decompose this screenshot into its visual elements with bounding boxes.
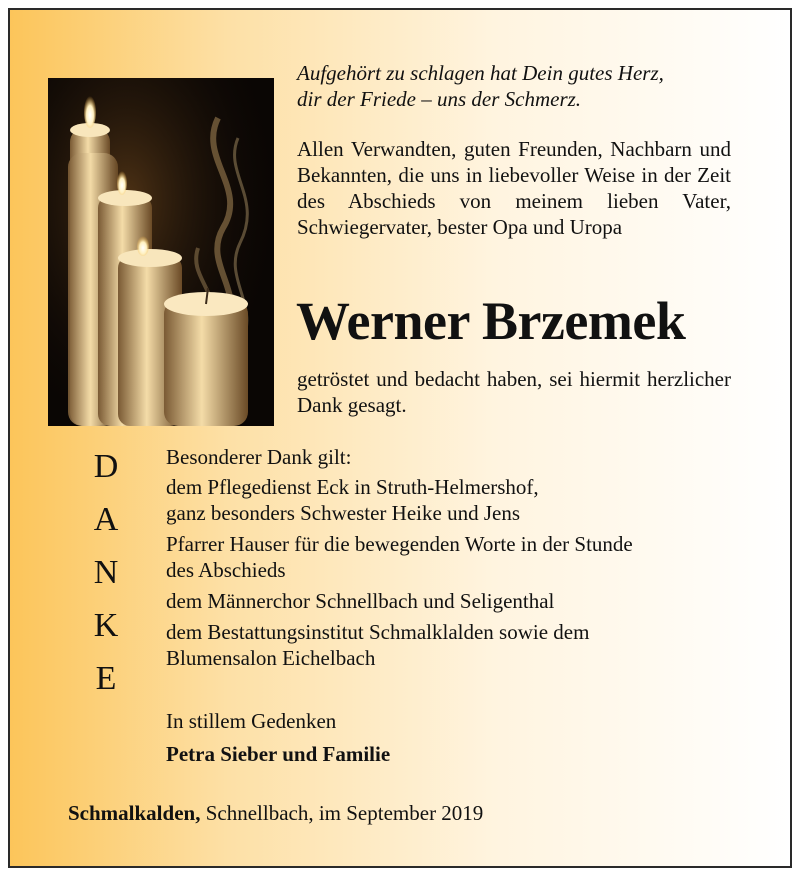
thanks-paragraph: Allen Verwandten, guten Freunden, Nachbarn und Bekannten, die uns in liebevoller Weise in der Zeit des Abschieds von meinem lieben Vater, Schwiegervater, bester Opa und Uropa	[297, 137, 731, 239]
special-thanks-intro: Besonderer Dank gilt:	[166, 445, 352, 469]
remembrance-label: In stillem Gedenken	[166, 709, 337, 733]
danke-letter: E	[95, 660, 117, 697]
thanks-item-line: dem Männerchor Schnellbach und Seligenthal	[166, 589, 555, 613]
footer-place-date: Schnellbach, im September 2019	[200, 801, 484, 825]
danke-letter: A	[93, 501, 119, 538]
thanks-item-line: des Abschieds	[166, 558, 286, 582]
danke-letter: N	[93, 554, 119, 591]
memorial-quote	[297, 60, 737, 112]
danke-letter: D	[93, 448, 119, 485]
thanks-item-line: Pfarrer Hauser für die bewegenden Worte in der Stunde	[166, 532, 633, 556]
remembrance	[166, 708, 666, 767]
thanks-item	[166, 531, 756, 583]
thanks-item-line: ganz besonders Schwester Heike und Jens	[166, 501, 520, 525]
danke-vertical-word	[82, 440, 130, 705]
special-thanks	[166, 444, 756, 676]
thanks-item-line: Blumensalon Eichelbach	[166, 646, 376, 670]
footer-city: Schmalkalden,	[68, 801, 201, 825]
thanks-item-line: dem Bestattungsinstitut Schmalklalden sowie dem	[166, 620, 590, 644]
danke-letter: K	[93, 607, 119, 644]
thanks-item-line: dem Pflegedienst Eck in Struth-Helmershof,	[166, 475, 539, 499]
quote-line: dir der Friede – uns der Schmerz.	[297, 87, 582, 111]
deceased-name: Werner Brzemek	[296, 291, 686, 351]
place-date-line	[68, 800, 718, 826]
thanks-item	[166, 619, 756, 671]
candles-photo	[48, 78, 274, 426]
quote-line: Aufgehört zu schlagen hat Dein gutes Herz,	[297, 61, 664, 85]
thanks-item	[166, 588, 756, 614]
remembrance-signatories: Petra Sieber und Familie	[166, 742, 391, 766]
closing-paragraph: getröstet und bedacht haben, sei hiermit herzlicher Dank gesagt.	[297, 367, 731, 417]
thanks-item	[166, 474, 756, 526]
